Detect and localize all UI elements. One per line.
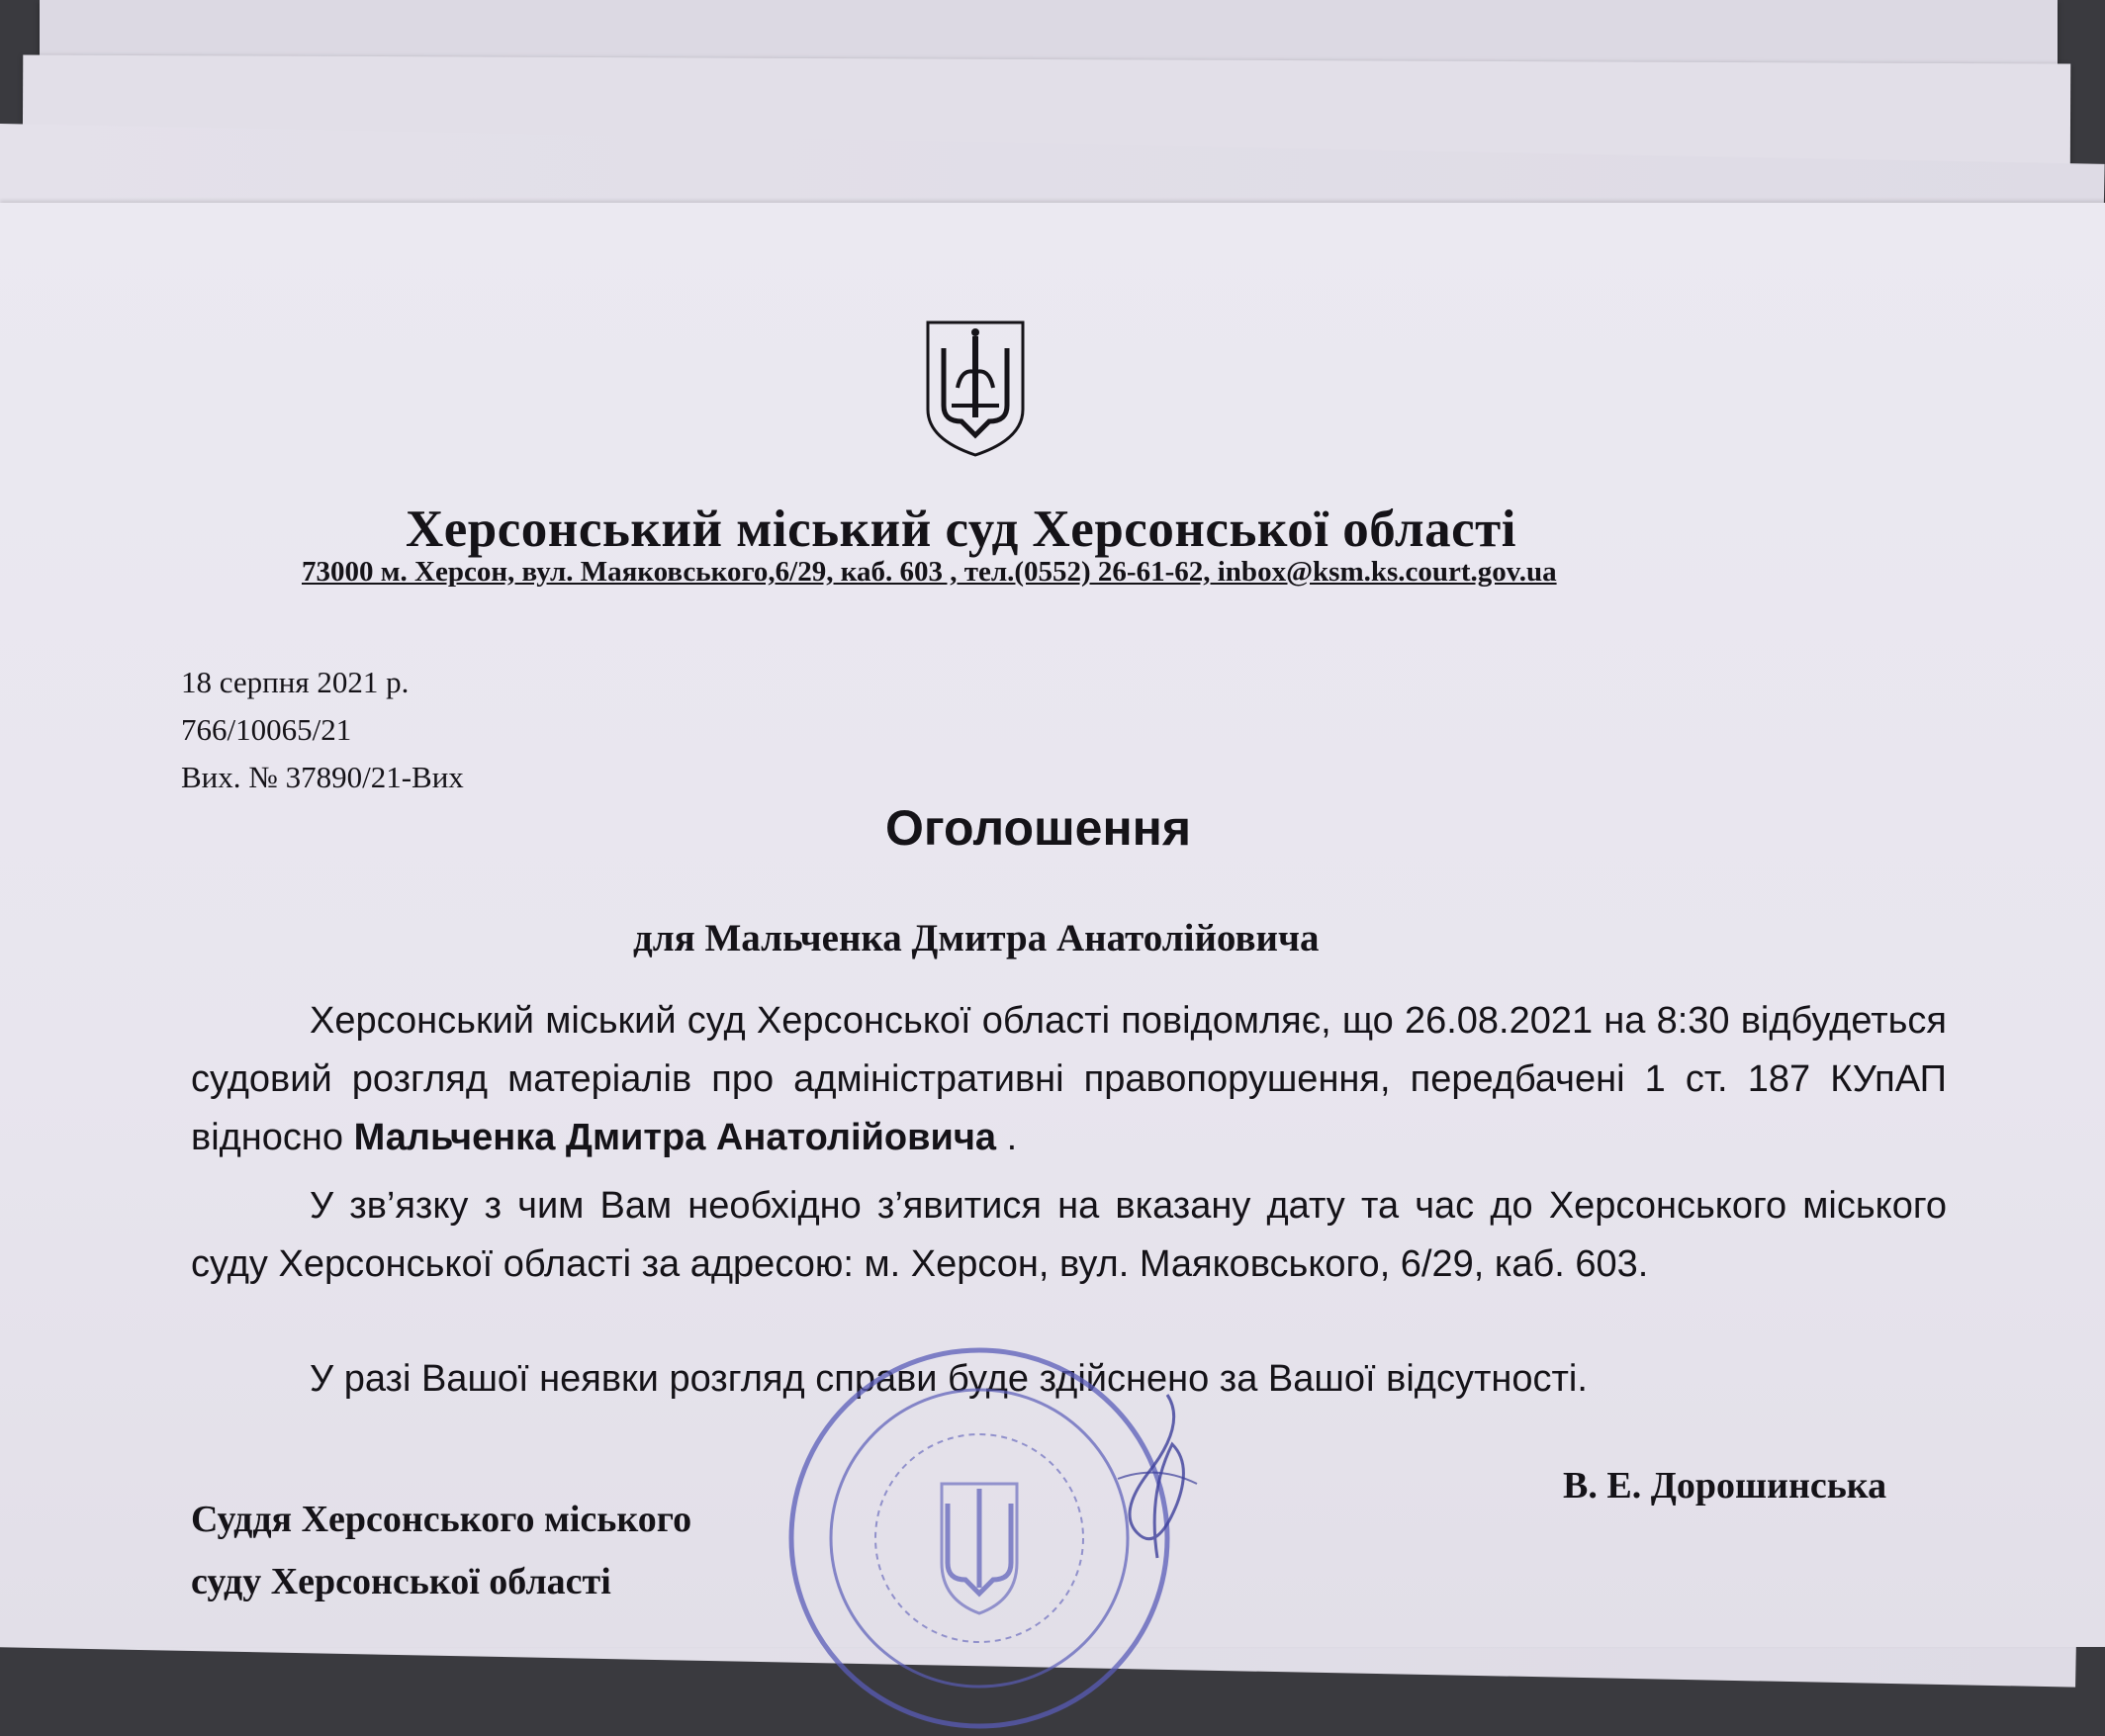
judge-position [191, 1489, 691, 1613]
document-date: 18 серпня 2021 р. [181, 665, 410, 699]
court-address: 73000 м. Херсон, вул. Маяковського,6/29, каб. 603 , тел.(0552) 26-61-62, inbox@ksm.ks.court.gov.ua [302, 556, 1557, 588]
court-name: Херсонський міський суд Херсонської області [406, 501, 1516, 558]
announcement-paragraph-2 [191, 1177, 1947, 1294]
announcement-page [0, 203, 2105, 1647]
handwritten-signature-icon [1078, 1385, 1217, 1563]
announcement-paragraph-1 [191, 992, 1947, 1167]
paragraph-1-end: . [996, 1117, 1018, 1158]
outgoing-number: Вих. № 37890/21-Вих [181, 760, 464, 794]
announcement-recipient: для Мальченка Дмитра Анатолійовича [633, 917, 1320, 959]
paragraph-2-text: У зв’язку з чим Вам необхідно з’явитися на вказану дату та час до Херсонського міського суду Херсонської області за адресою: м. Херсон, вул. Маяковського, 6/29, каб. 603. [191, 1185, 1947, 1285]
case-number: 766/10065/21 [181, 712, 352, 747]
trident-emblem-icon [922, 319, 1029, 459]
accused-name: Мальченка Дмитра Анатолійовича [353, 1117, 997, 1158]
paragraph-1-text: Херсонський міський суд Херсонської області повідомляє, що 26.08.2021 на 8:30 відбудеться судовий розгляд матеріалів про адміністративні правопорушення, передбачені 1 ст. 187 КУпАП відносно [191, 1000, 1947, 1158]
judge-position-line-2: суду Херсонської області [191, 1561, 611, 1602]
judge-position-line-1: Суддя Херсонського міського [191, 1499, 692, 1540]
judge-name: В. Е. Дорошинська [1563, 1465, 1887, 1507]
paragraph-3-text: У разі Вашої неявки розгляд справи буде здійснено за Вашої відсутності. [310, 1358, 1588, 1400]
announcement-title: Оголошення [885, 800, 1192, 856]
